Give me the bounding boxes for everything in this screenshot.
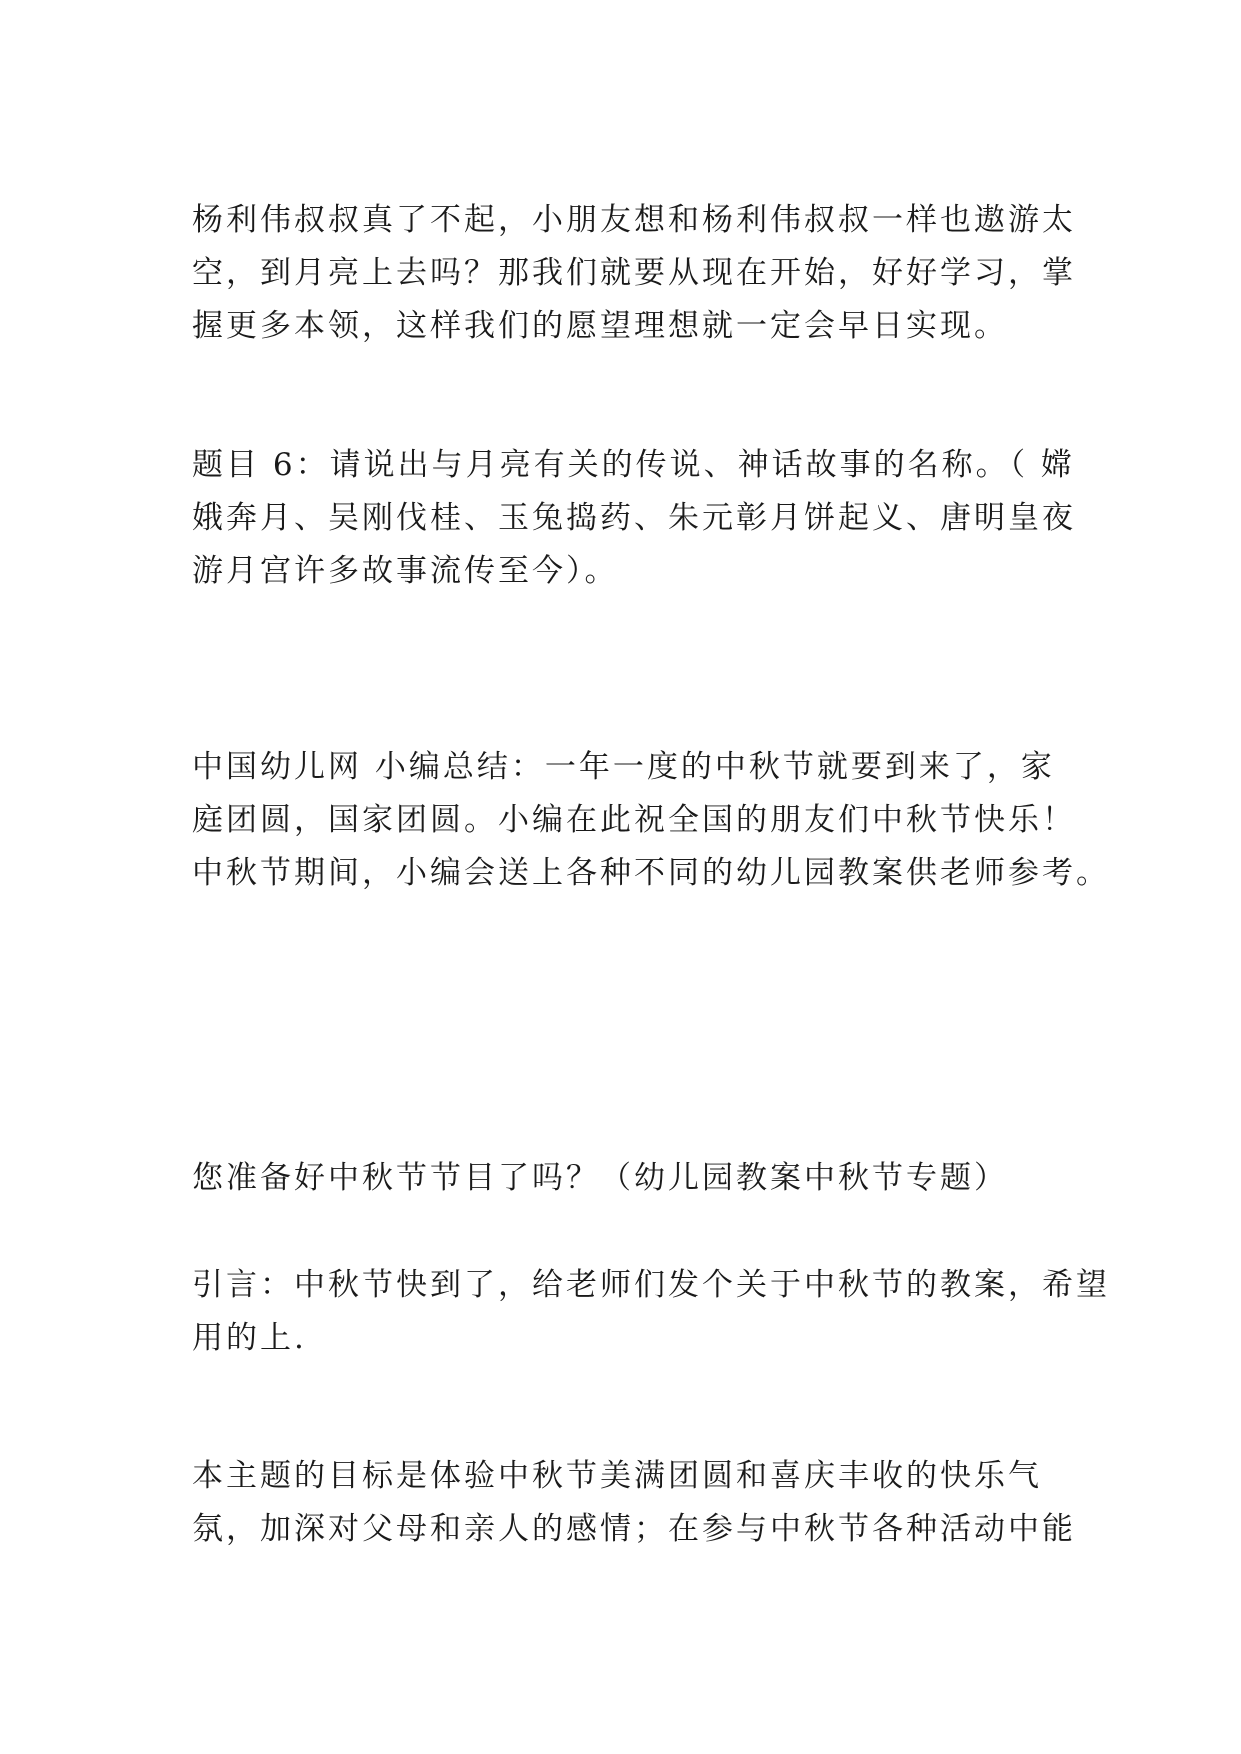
paragraph-2-line-2: 娥奔月、吴刚伐桂、玉兔捣药、朱元彰月饼起义、唐明皇夜: [192, 500, 1076, 536]
paragraph-4-line-2: 用的上.: [192, 1320, 307, 1356]
paragraph-2-line-1: 题目 6：请说出与月亮有关的传说、神话故事的名称。（ 嫦: [192, 447, 1075, 483]
paragraph-1-line-1: 杨利伟叔叔真了不起，小朋友想和杨利伟叔叔一样也遨游太: [192, 202, 1076, 238]
paragraph-1-line-3: 握更多本领，这样我们的愿望理想就一定会早日实现。: [192, 308, 1008, 344]
paragraph-5-line-1: 本主题的目标是体验中秋节美满团圆和喜庆丰收的快乐气: [192, 1458, 1042, 1494]
paragraph-3-line-1: 中国幼儿网 小编总结：一年一度的中秋节就要到来了，家: [192, 749, 1055, 785]
paragraph-3-line-2: 庭团圆，国家团圆。小编在此祝全国的朋友们中秋节快乐！: [192, 802, 1076, 838]
paragraph-1-line-2: 空，到月亮上去吗？那我们就要从现在开始，好好学习，掌: [192, 255, 1076, 291]
paragraph-2-line-3: 游月宫许多故事流传至今）。: [192, 553, 619, 589]
section-heading: 您准备好中秋节节目了吗？（幼儿园教案中秋节专题）: [192, 1160, 1008, 1196]
paragraph-3-line-3: 中秋节期间，小编会送上各种不同的幼儿园教案供老师参考。: [192, 855, 1110, 891]
paragraph-5-line-2: 氛，加深对父母和亲人的感情；在参与中秋节各种活动中能: [192, 1511, 1076, 1547]
paragraph-4-line-1: 引言：中秋节快到了，给老师们发个关于中秋节的教案，希望: [192, 1267, 1110, 1303]
